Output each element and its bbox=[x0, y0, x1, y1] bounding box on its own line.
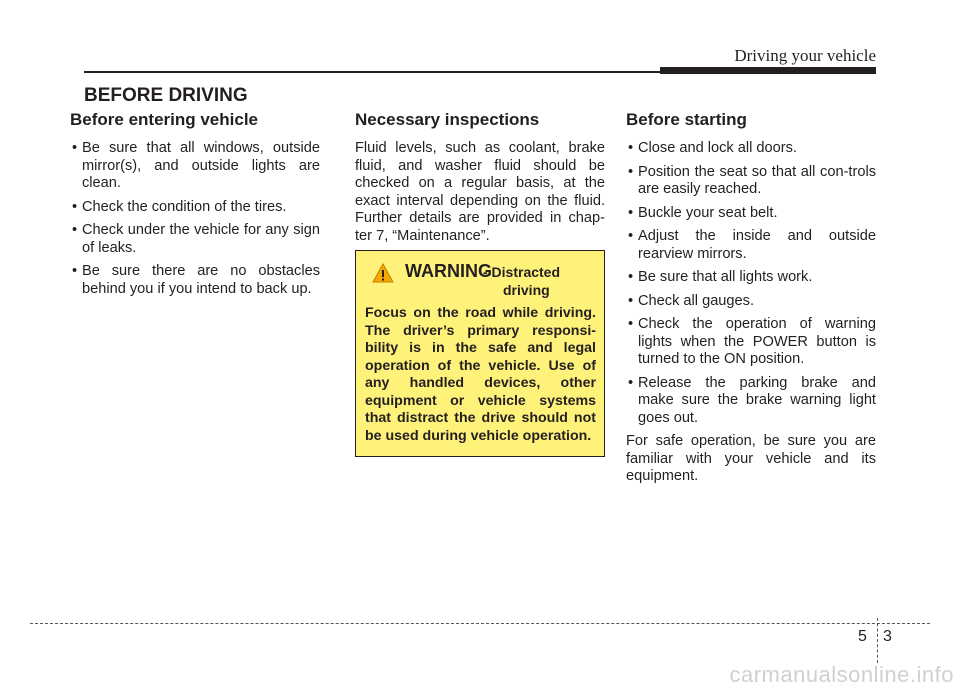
warning-header bbox=[365, 261, 596, 299]
watermark: carmanualsonline.info bbox=[729, 662, 954, 687]
column-before-starting bbox=[626, 110, 876, 486]
section-title: BEFORE DRIVING bbox=[84, 85, 248, 106]
list-item: • Check under the vehicle for any sign of leaks. bbox=[70, 222, 320, 257]
warning-box bbox=[355, 250, 605, 457]
column-before-entering bbox=[70, 110, 320, 304]
header-rule-thick bbox=[660, 67, 876, 74]
list-item: • Release the parking brake and make sure the brake warning light goes out. bbox=[626, 375, 876, 428]
footer-rule bbox=[30, 623, 930, 624]
chapter-title: Driving your vehicle bbox=[734, 46, 876, 65]
list-item: • Adjust the inside and outside rearview mirrors. bbox=[626, 228, 876, 263]
list-item: • Be sure that all windows, outside mirror(s), and outside lights are clean. bbox=[70, 140, 320, 193]
header-rule bbox=[84, 71, 660, 73]
warning-text: Focus on the road while driving. The driver’s primary responsi-bility is in the safe and legal operation of the vehicle. Use of any handled devices, other equipment or vehicle systems that distract the drive should not be used during vehicle operation. bbox=[365, 305, 596, 444]
list-item: • Position the seat so that all con-trols are easily reached. bbox=[626, 164, 876, 199]
list-before-entering bbox=[70, 140, 320, 298]
footer-divider bbox=[877, 618, 878, 663]
warning-triangle-icon bbox=[372, 263, 394, 283]
page-number: 3 bbox=[883, 628, 892, 645]
list-item: • Check the condition of the tires. bbox=[70, 199, 320, 217]
page-chapter-number: 5 bbox=[858, 628, 867, 645]
list-item: • Be sure that all lights work. bbox=[626, 269, 876, 287]
warning-label: WARNING bbox=[405, 261, 492, 281]
paragraph-inspections: Fluid levels, such as coolant, brake fluid, and washer fluid should be checked on a regular basis, at the exact interval depending on the fluid. Further details are provided in chap-ter 7, “Maintenance”. bbox=[355, 140, 605, 244]
column-necessary-inspections bbox=[355, 110, 605, 245]
paragraph-safe-operation: For safe operation, be sure you are familiar with your vehicle and its equipment. bbox=[626, 433, 876, 484]
warning-subtitle-line2: driving bbox=[503, 282, 550, 298]
list-before-starting bbox=[626, 140, 876, 427]
list-item: • Close and lock all doors. bbox=[626, 140, 876, 158]
list-item: • Check all gauges. bbox=[626, 293, 876, 311]
list-item: • Be sure there are no obstacles behind you if you intend to back up. bbox=[70, 263, 320, 298]
heading-before-entering: Before entering vehicle bbox=[70, 110, 259, 129]
heading-before-starting: Before starting bbox=[626, 110, 747, 129]
heading-necessary-inspections: Necessary inspections bbox=[355, 110, 540, 129]
warning-subtitle: - Distracted bbox=[483, 264, 561, 280]
list-item: • Buckle your seat belt. bbox=[626, 205, 876, 223]
list-item: • Check the operation of warning lights when the POWER button is turned to the ON position. bbox=[626, 316, 876, 369]
